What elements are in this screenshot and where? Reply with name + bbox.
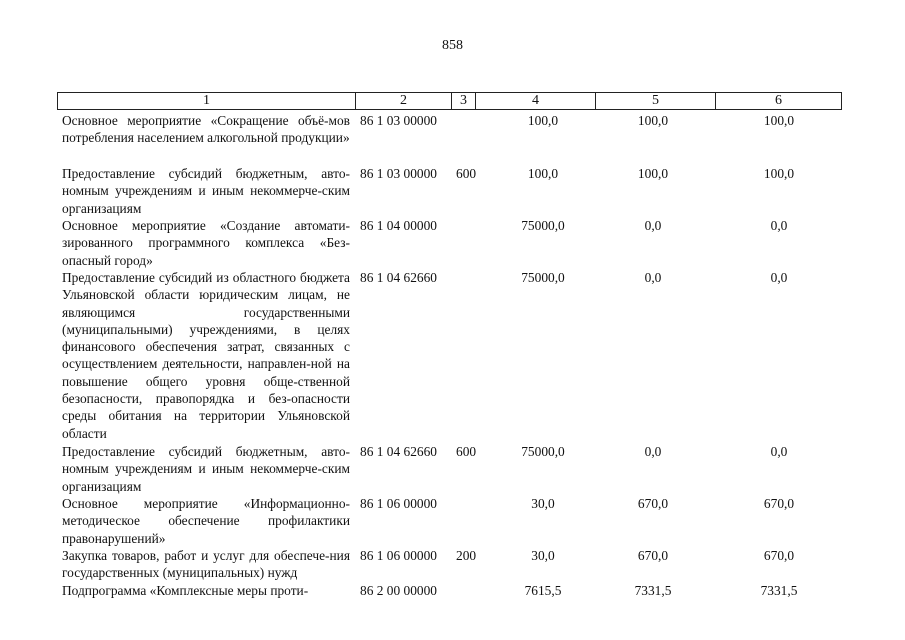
- row-name: Подпрограмма «Комплексные меры проти-: [62, 583, 309, 598]
- header-col-4: 4: [476, 93, 596, 109]
- row-name: Закупка товаров, работ и услуг для обеспече-ния государственных (муниципальных) нужд: [62, 548, 350, 581]
- row-type: 200: [456, 548, 477, 563]
- row-value-col6: 0,0: [770, 444, 788, 459]
- row-value-col5: 0,0: [644, 270, 662, 285]
- row-name: Предоставление субсидий из областного бюджета Ульяновской области юридическим лицам, не являющимся государственными (муниципальными) учреждениями, в целях финансового обеспечения затрат, связанных с осуществлением деятельности, направлен-ной на повышение общего уровня обще-ственной безопасности, правопорядка и без-опасности среды обитания на территории Ульяновской области: [62, 270, 350, 441]
- row-name: Основное мероприятие «Информационно-методическое обеспечение профилактики правонарушений»: [62, 496, 350, 546]
- row-code: 86 2 00 00000: [360, 583, 437, 598]
- row-name: Предоставление субсидий бюджетным, авто-номным учреждениям и иным некоммерче-ским организациям: [62, 444, 350, 494]
- header-col-3: 3: [452, 93, 476, 109]
- header-col-6: 6: [775, 93, 782, 108]
- row-value-col5: 100,0: [637, 113, 669, 128]
- row-name: Предоставление субсидий бюджетным, авто-номным учреждениям и иным некоммерче-ским организациям: [62, 166, 350, 216]
- row-value-col5: 0,0: [644, 218, 662, 233]
- row-value-col5: 7331,5: [634, 583, 672, 598]
- row-value-col4: 100,0: [527, 113, 559, 128]
- row-value-col4: 30,0: [531, 548, 555, 563]
- row-value-col6: 7331,5: [760, 583, 798, 598]
- row-value-col4: 75000,0: [521, 218, 565, 233]
- row-value-col5: 670,0: [637, 548, 669, 563]
- row-code: 86 1 04 62660: [360, 444, 437, 459]
- row-code: 86 1 04 62660: [360, 270, 437, 285]
- row-value-col5: 0,0: [644, 444, 662, 459]
- row-value-col6: 670,0: [763, 496, 795, 511]
- row-value-col4: 75000,0: [521, 270, 565, 285]
- row-value-col4: 100,0: [527, 166, 559, 181]
- row-name: Основное мероприятие «Создание автомати-зированного программного комплекса «Без-опасный город»: [62, 218, 350, 268]
- row-value-col6: 100,0: [763, 166, 795, 181]
- row-value-col4: 7615,5: [524, 583, 562, 598]
- header-col-2: 2: [356, 93, 452, 109]
- row-code: 86 1 03 00000: [360, 166, 437, 181]
- row-code: 86 1 06 00000: [360, 548, 437, 563]
- row-value-col6: 0,0: [770, 270, 788, 285]
- row-code: 86 1 03 00000: [360, 113, 437, 128]
- row-name: Основное мероприятие «Сокращение объё-мов потребления населением алкогольной продукции»: [62, 113, 350, 146]
- header-col-1: 1: [58, 93, 356, 109]
- row-code: 86 1 04 00000: [360, 218, 437, 233]
- header-col-5: 5: [596, 93, 716, 109]
- row-value-col4: 75000,0: [521, 444, 565, 459]
- row-type: 600: [456, 444, 477, 459]
- row-value-col5: 100,0: [637, 166, 669, 181]
- row-value-col6: 100,0: [763, 113, 795, 128]
- row-value-col5: 670,0: [637, 496, 669, 511]
- page-number: 858: [442, 38, 463, 53]
- row-type: 600: [456, 166, 477, 181]
- table-header: [57, 92, 842, 110]
- row-value-col6: 0,0: [770, 218, 788, 233]
- row-value-col6: 670,0: [763, 548, 795, 563]
- row-value-col4: 30,0: [531, 496, 555, 511]
- row-code: 86 1 06 00000: [360, 496, 437, 511]
